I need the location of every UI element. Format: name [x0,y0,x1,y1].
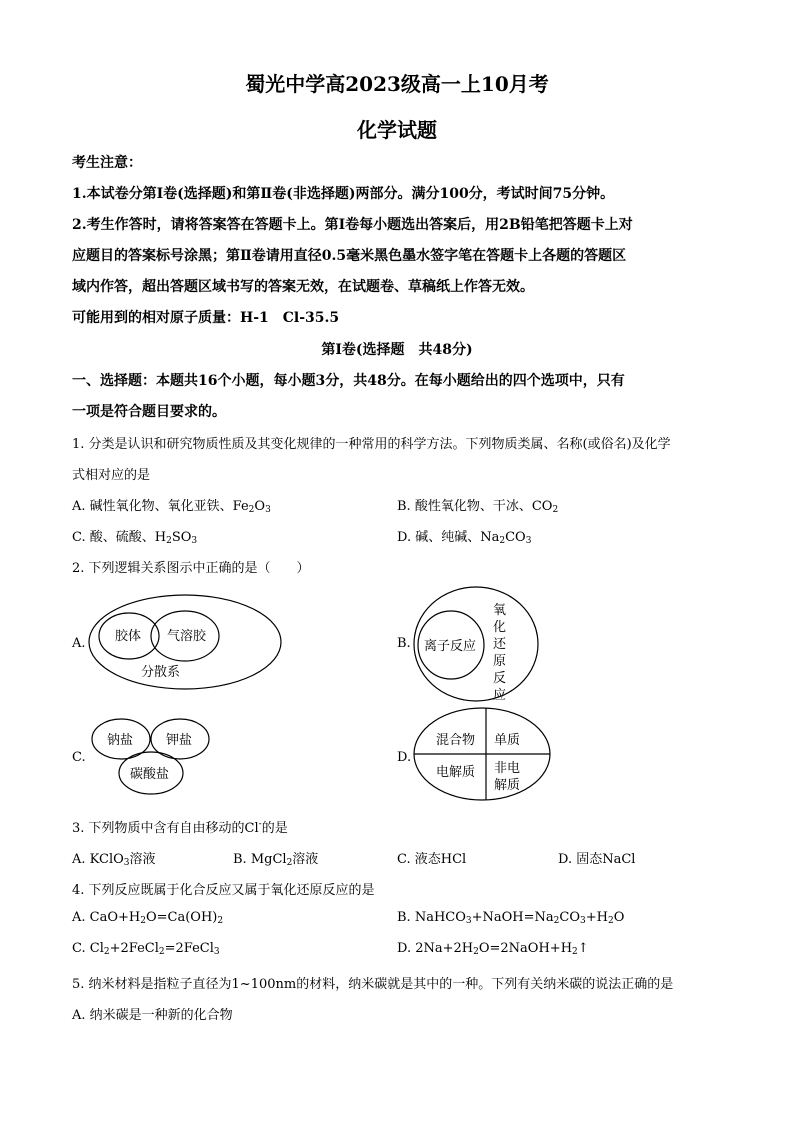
q2-diagram-c [90,716,220,806]
atomic-mass-line: 可能用到的相对原子质量：H-1 Cl-35.5 [72,310,340,326]
q5-option-a: A. 纳米碳是一种新的化合物 [72,1008,233,1023]
q5-stem: 5. 纳米材料是指粒子直径为1~100nm的材料，纳米碳就是其中的一种。下列有关纳米碳的说法正确的是 [72,977,674,992]
non-electrolyte-label-1: 非电 [494,761,521,776]
q3-stem: 3. 下列物质中含有自由移动的Cl-的是 [72,819,288,836]
q1-option-d: D. 碱、纯碱、$Na_2CO_3$ [397,530,532,546]
q2-diagram-a [85,592,285,692]
q4-stem: 4. 下列反应既属于化合反应又属于氧化还原反应的是 [72,883,375,898]
notice-item-2-line1: 2.考生作答时，请将答案答在答题卡上。第Ⅰ卷每小题选出答案后，用2B铅笔把答题卡上对 [72,217,633,233]
mixture-label: 混合物 [436,733,476,748]
q1-stem-line2: 式相对应的是 [72,468,151,483]
q2-stem: 2. 下列逻辑关系图示中正确的是（ ） [72,561,310,576]
notice-item-2-line3: 域内作答，超出答题区域书写的答案无效，在试题卷、草稿纸上作答无效。 [72,279,534,295]
non-electrolyte-label-2: 解质 [494,778,521,793]
q3-option-a: A. KClO$_3$溶液 [72,852,156,868]
q1-option-c: C. 酸、硫酸、$H_2SO_3$ [72,530,198,546]
section-title: 第Ⅰ卷(选择题 共48分) [321,342,473,358]
q2-option-d-label: D. [397,750,412,765]
exam-title: 蜀光中学高2023级高一上10月考 [245,72,549,96]
redox-label-6: 应 [493,688,507,703]
q2-diagram-d [412,706,552,802]
ionic-reaction-label: 离子反应 [424,639,477,654]
q4-option-a: A. $CaO+H_2O=Ca(OH)_2$ [72,910,224,926]
electrolyte-label: 电解质 [436,765,476,780]
exam-subtitle: 化学试题 [357,118,437,142]
redox-label-5: 反 [493,671,507,686]
redox-label-1: 氧 [493,603,507,618]
potassium-salt-label: 钾盐 [166,733,193,748]
q2-option-c-label: C. [72,750,86,765]
q4-option-b: B. $NaHCO_3+NaOH=Na_2CO_3+H_2O$ [397,910,625,926]
notice-item-2-line2: 应题目的答案标号涂黑；第Ⅱ卷请用直径0.5毫米黑色墨水签字笔在答题卡上各题的答题区 [72,248,627,264]
carbonate-label: 碳酸盐 [130,767,170,782]
q3-option-b: B. MgCl$_2$溶液 [233,852,319,868]
dispersion-label: 分散系 [141,665,181,680]
sodium-salt-label: 钠盐 [107,733,134,748]
colloid-label: 胶体 [115,629,142,644]
element-label: 单质 [494,733,521,748]
q4-option-c: C. $Cl_2+2FeCl_2=2FeCl_3$ [72,941,220,957]
redox-label-4: 原 [493,654,507,669]
aerosol-label: 气溶胶 [167,629,207,644]
q2-option-b-label: B. [397,636,411,651]
redox-label-3: 还 [493,637,507,652]
section-instruction-line1: 一、选择题：本题共16个小题，每小题3分，共48分。在每小题给出的四个选项中，只有 [72,373,625,389]
q2-diagram-b [412,584,542,704]
q1-option-b: B. 酸性氧化物、干冰、$CO_2$ [397,499,559,515]
notice-heading: 考生注意： [72,155,142,171]
q3-option-d: D. 固态NaCl [558,852,636,867]
section-instruction-line2: 一项是符合题目要求的。 [72,404,226,420]
redox-label-2: 化 [493,620,507,635]
q3-option-c: C. 液态HCl [397,852,467,867]
q4-option-d: D. $2Na+2H_2O=2NaOH+H_2↑$ [397,941,589,957]
notice-item-1: 1.本试卷分第Ⅰ卷(选择题)和第Ⅱ卷(非选择题)两部分。满分100分，考试时间75分钟。 [72,186,615,202]
q2-option-a-label: A. [72,636,86,651]
q1-stem-line1: 1. 分类是认识和研究物质性质及其变化规律的一种常用的科学方法。下列物质类属、名称(或俗名)及化学 [72,437,671,452]
q1-option-a: A. 碱性氧化物、氧化亚铁、$Fe_2O_3$ [72,499,271,515]
